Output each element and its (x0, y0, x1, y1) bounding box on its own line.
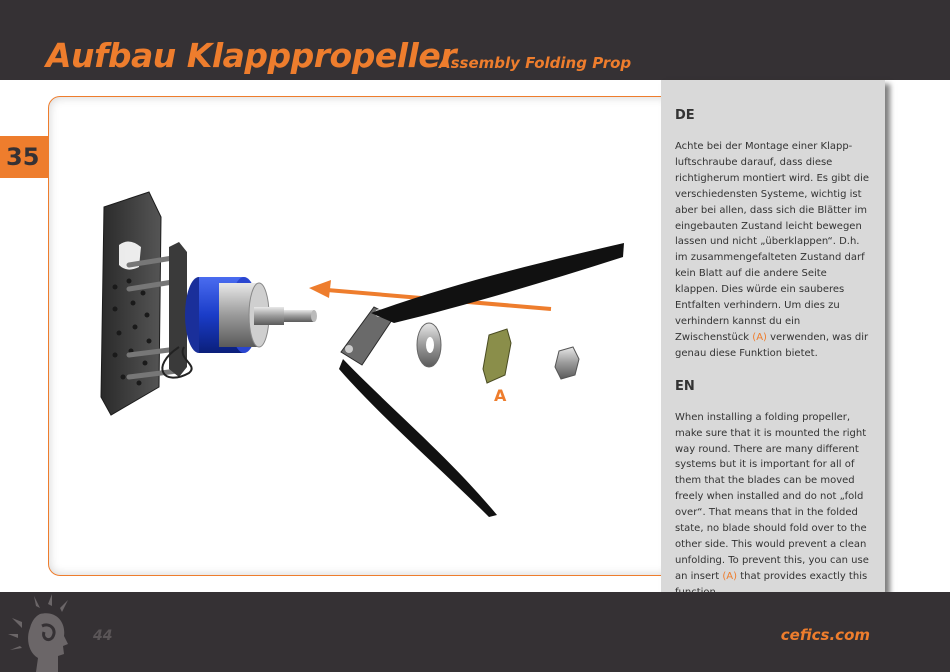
header-bar (0, 0, 950, 80)
motor-mount-plate (101, 192, 161, 415)
en-text-part2: that provides exactly this (740, 570, 868, 582)
de-text-part1: Achte bei der Montage einer Klapp-luftschraube darauf, dass diese richtigherum montiert wird. Es gibt die verschiedensten Systeme, wichtig ist aber bei allen, dass sich die Blätter im eingebauten Zustand leicht bewegen lassen und nicht „überklappen“. D.h. im zusammengefalteten Zustand darf kein Blatt auf die andere Seite klappen. Dies würde ein sauberes Entfalten verhindern. Um dies zu verhindern kannst du ein Zwischenstück (675, 141, 870, 343)
page-subtitle: Assembly Folding Prop (439, 54, 632, 72)
chapter-tab: 35 (0, 136, 48, 178)
de-heading: DE (675, 108, 695, 123)
en-highlight: (A) (722, 570, 737, 582)
insert-a-part (483, 329, 511, 383)
insert-label: A (494, 386, 507, 405)
prop-adapter (254, 307, 317, 325)
page-title: Aufbau Klapppropeller (46, 36, 457, 75)
de-paragraph (675, 139, 873, 362)
washer (417, 323, 441, 367)
nut (555, 347, 579, 379)
en-heading: EN (675, 378, 695, 394)
website-link[interactable]: cefics.com (780, 626, 870, 644)
prop-blade-lower (339, 359, 497, 517)
de-text-part2: verwenden, was dir genau diese Funktion bietet. (675, 331, 869, 359)
footer-bar (0, 592, 950, 672)
head-logo-icon (8, 592, 83, 672)
en-paragraph (675, 410, 873, 601)
de-highlight: (A) (752, 331, 767, 343)
exploded-view-illustration (49, 97, 688, 576)
page-number: 44 (93, 628, 113, 644)
prop-blade-upper (371, 243, 624, 323)
en-text-part1: When installing a folding propeller, make sure that it is mounted the right way round. There are many different systems but it is important for all of them that the blades can be moved freely when installed and do not „fold over“. That means that in the folded state, no blade should fold over to the other side. This would prevent a clean unfolding. To prevent this, you can use an insert (675, 411, 869, 582)
text-panel (661, 80, 885, 592)
illustration-frame (48, 96, 688, 576)
